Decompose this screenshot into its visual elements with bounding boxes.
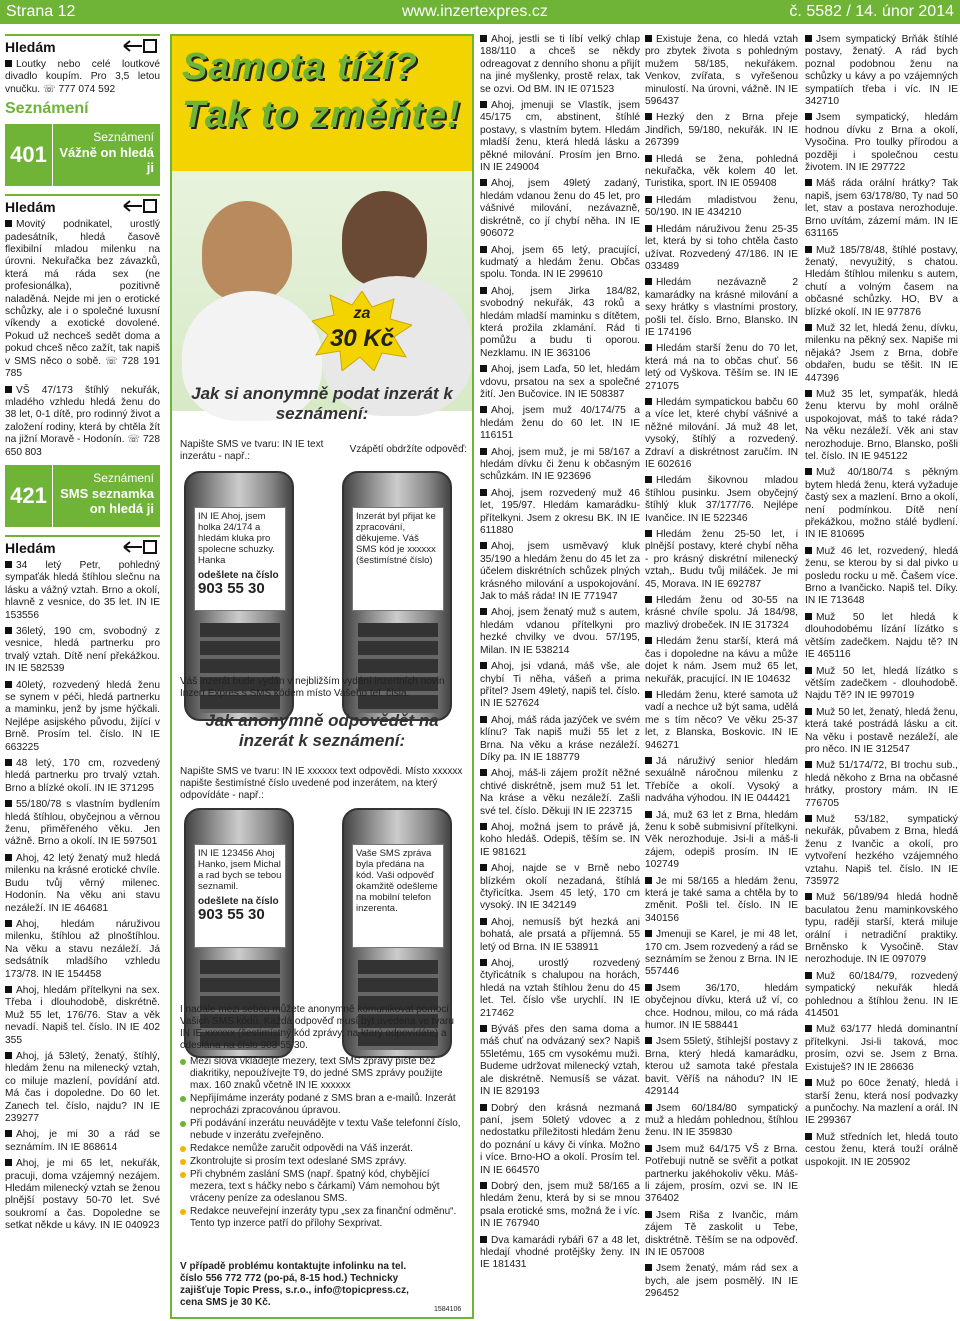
ad-item: Movitý podnikatel, urostlý padesátník, hledá časově flexibilní mladou milenku na úrovni. Nekuřačka bez závazků, která má ráda sex (ne profesionálka), pozitivně naladěná. Nejde mi jen o erotické schůzky, ale i o společné luxusní víkendy a exotické dovolené. Pokud už nechceš sedět doma a pokud chceš něco zažít, tak napiš v SMS něco o sobě. ☏ 728 191 785 <box>5 219 160 380</box>
column-5 <box>805 34 958 1319</box>
ad-item: Ahoj, jsem Jirka 184/82, svobodný nekuřák, 43 roků a hledám mladší maminku s dítětem, která prožila zklamání. Rád ti pomůžu a budu ti oporou. Nezklamu. IN IE 363106 <box>480 285 640 359</box>
ad-item: Ahoj, jsem Laďa, 50 let, hledám vdovu, prsatou na sex a společné žití. Jen Bučovice. IN IE 508387 <box>480 364 640 400</box>
ad-item: Hledám šikovnou mladou štíhlou pusinku. Jsem obyčejný štíhlý kluk 37/177/76. Nejlépe Ivančice. IN IE 522346 <box>645 475 798 524</box>
ad-item: Hledám mladistvou ženu, 50/190. IN IE 434210 <box>645 194 798 219</box>
ad-item: Dobrý den, jsem muž 58/165 a hledám ženu, která by si se mnou psala erotické sms, možná že i víc. IN IE 767940 <box>480 1180 640 1230</box>
man-head <box>342 191 427 286</box>
rule-item: Mezi slova vkládejte mezery, text SMS zprávy pište bez diakritiky, nepoužívejte T9, do jedné SMS zprávy použijte max. 160 znaků včetně IN IE xxxxxx <box>180 1056 464 1092</box>
ad-item: Jsem sympatický, hledám hodnou dívku z Brna a okolí, Vysočina. Pro toulky přírodou a později i společnou cestu životem. IN IE 297722 <box>805 112 958 174</box>
ad-item: Muž po 60ce ženatý, hledá i starší ženu, která nosí podvazky a punčochy. Na mazlení a orál. IN IE 299367 <box>805 1078 958 1127</box>
ad-item: Ahoj, najde se v Brně nebo blízkém okolí nezadaná, štíhlá čtyřicítka. Jsem 45 letý, 170 cm vysoký. IN IE 342149 <box>480 863 640 912</box>
category-title: Vážně on hledá ji <box>59 145 154 176</box>
rule-item: Při chybném zaslání SMS (např. špatný kód, chybějící mezera, text s háčky nebo s čárkami) Vám nemohou být vráceny peníze za odeslanou SMS. <box>180 1169 464 1205</box>
sms-example: IN IE 123456 Ahoj Hanko, jsem Michal a rad bych se tebou seznamil. <box>198 848 282 892</box>
send-to-number: 903 55 30 <box>198 580 265 597</box>
ad-item: Ahoj, máš-li zájem prožít něžné chtivé diskrétně, jsem muž 51 let. Na kráse a věku nezáleží. Zašli své tel. číslo. Děkuji IN IE 223715 <box>480 768 640 817</box>
ad-item: Muž 60/184/79, rozvedený sympatický nekuřák hledá pohlednou a štíhlou ženu. IN IE 414501 <box>805 970 958 1020</box>
ad-item: 34 letý Petr, pohledný sympaťák hledá štíhlou slečnu na lásku a vážný vztah. Brno a okolí, hlavně z vesnice, do 35 let. IN IE 153556 <box>5 559 160 621</box>
ad-item: Hledám ženu, které samota už vadí a nechce už být sama, udělá me s tím něco? Ve věku 25-37 let, z Blanska, Boskovic. IN IE 946271 <box>645 689 798 751</box>
ad-item: 40letý, rozvedený hledá ženu se synem v péči, hledá partnerku a maminku, jenž by jsme hýčkali. Nejlépe asijského původu, žijící v Brně. Prosím tel. číslo. IN IE 663225 <box>5 679 160 753</box>
ad-item: Muž 46 let, rozvedený, hledá ženu, se kterou by si dal pivko u posledu rocku u mě. Čašem více. Brno a Ivančicko. Napiš tel. Díky. IN IE 713648 <box>805 545 958 607</box>
note-2: I nadále mezi sebou můžete anonymně komunikovat pomocí Vašich SMS kódů. Každá odpověď musí být uvedena ve tvaru IN IE xxxxxx (šestimístný kód zprávy, na který odpovídáte) a odeslána na číslo 903 55 30. <box>180 1004 454 1051</box>
ad-item: 36letý, 190 cm, svobodný z vesnice, hledá partnerku pro trvalý vztah. Dítě není překážkou. IN IE 582539 <box>5 625 160 675</box>
ad-item: Muž 53/182, sympatický nekuřák, půvabem z Brna, hledá ženu z Ivančic a okolí, pro vytvoření hezkého vzájemného vztahu. Napiš tel. číslo. IN IE 735972 <box>805 813 958 887</box>
rule-item: Nepřijímáme inzeráty podané z SMS bran a e-mailů. Inzerát neprocházi zpracovánou úpravou. <box>180 1093 464 1117</box>
ad-item: Ahoj, jmenuji se Vlastík, jsem 45/175 cm, abstinent, štíhlé postavy, s vlastním bytem. Hledám mladší ženu, která hledá lásku a pěkné milování. Prosím jen Brno. IN IE 249004 <box>480 100 640 174</box>
ad-item: Je mi 58/165 a hledám ženu, která je také sama a chtěla by to změnit. Pošli tel. číslo. IN IE 340156 <box>645 875 798 924</box>
ad-item: Hledám ženu starší, která má čas i dopoledne na kávu a může dojet k nám. Jsem muž 65 let, nekuřák, pracující. IN IE 104632 <box>645 636 798 685</box>
ad-item: Muž 50 let, ženatý, hledá ženu, která také postrádá lásku a cit. Na věku i postavě nezáleží, ale pro něco. IN IE 312547 <box>805 706 958 755</box>
note-1: Váš inzerát bude vydán v nejbližším vydání inzertních novin Inzert Expres s SMS kódem místo Vašeho tel. čísla. <box>180 676 445 699</box>
ad-item: Hledám ženu 25-50 let, i plnější postavy, které chybí něha - pro krásný diskrétní milenecký vztah,. Budu tvůj miláček. Je mi 45, Morava. IN IE 692787 <box>645 529 798 590</box>
ad-item: Muž 51/174/72, BI trochu sub., hledá někoho z Brna na občasné hrátky, prostory mám. IN IE 776705 <box>805 760 958 809</box>
section-heading: Hledám <box>5 34 160 56</box>
ad-item: Hledám nezávazně 2 kamarádky na krásné milování a sexy hrátky s vlastními prostory, pošli tel. číslo. Brno, Blansko. IN IE 174196 <box>645 277 798 338</box>
ad-item: Jmenuji se Karel, je mi 48 let, 170 cm. Jsem rozvedený a rád se seznámím se ženou z Brna. IN IE 557446 <box>645 929 798 978</box>
ad-item: Ahoj, hledám přítelkyni na sex. Třeba i dlouhodobě, diskrétně. Muž 55 let, 176/76. Stav a věk nevadí. Napiš tel. číslo. IN IE 402 355 <box>5 984 160 1046</box>
category-label: Seznámení <box>93 130 154 145</box>
ad-item: Máš ráda orální hrátky? Tak napiš, jsem 63/178/80, Ty nad 50 let, stav a postava nerozhoduje. Brno uvítám, zázemí mám. IN IE 631165 <box>805 178 958 240</box>
phone-screen <box>352 507 444 611</box>
send-to-label: odešlete na číslo <box>198 570 279 581</box>
phone-screen <box>194 844 286 948</box>
page-number: Strana 12 <box>6 3 76 20</box>
ad-item: Já náruživý senior hledám sexuálně náročnou milenku z Třebíče a okolí. Vysoký a nadváha výhodou. IN IE 044421 <box>645 755 798 805</box>
ad-item: Muž 40/180/74 s pěkným bytem hledá ženu, která vyžaduje častý sex a mazlení. Brno a okolí, není podmínkou. Dítě není překážkou, možno stálé bydlení. IN IE 810695 <box>805 467 958 541</box>
ad-item: Hledá se žena, pohledná nekuřačka, věk kolem 40 let. Turistika, sport. IN IE 059408 <box>645 153 798 190</box>
ad-item: Ahoj, jsi vdaná, máš vše, ale chybí Ti něha, vášeň a prima přítel? Jsem 49letý, napiš tel. číslo. IN IE 527624 <box>480 661 640 710</box>
ad-item: Ahoj, je mi 65 let, nekuřák, pracuji, doma vzájemný nezájem. Hledám milenecký vztah se ženou plnější postavy 50-70 let. Své soukromí a čas. Dopoledne se setkat někde u kávy. IN IE 040923 <box>5 1158 160 1232</box>
ad-item: Muž 50 let hledá k dlouhodobému lízání lízátko s větším zadečkem. Najdu tě? IN IE 465116 <box>805 611 958 661</box>
arrow-box-icon <box>122 198 158 214</box>
send-to-number: 903 55 30 <box>198 906 265 923</box>
ad-item: Ahoj, urostlý rozvedený čtyřicátník s chalupou na horách, hledá na vztah štíhlou ženu do 45 let. Tel. číslo vše urychlí. IN IE 217462 <box>480 958 640 1019</box>
column-4 <box>645 34 798 1319</box>
ad-item: Hledám náruživou ženu 25-35 let, která by si toho chtěla často užívat. Rozvedený 47/186. IN IE 033489 <box>645 223 798 272</box>
section-title: Seznámení <box>5 100 89 118</box>
ad-item: Hledám ženu od 30-55 na krásné chvíle spolu. Já 184/98, mazlivý drobeček. IN IE 317324 <box>645 595 798 631</box>
promo-title-1: Samota tíží? <box>182 46 418 88</box>
ad-item: Ahoj, jsem usměvavý kluk 35/190 a hledám ženu do 45 let za účelem diskrétních schůzek plných krásného milování a uspokojování. Jak to máš ráda! IN IE 771947 <box>480 541 640 603</box>
howto-submit-title: Jak si anonymně podat inzerát k seznámení: <box>191 384 453 423</box>
rule-item: Při podávání inzerátu neuvádějte v textu Vaše telefonní číslo, nebude v inzerátu zveřejněno. <box>180 1118 464 1142</box>
ad-item: Ahoj, jsem muž 40/174/75 a hledám ženu do 60 let. IN IE 116151 <box>480 405 640 442</box>
ad-code: 1584106 <box>434 1306 462 1313</box>
ad-item: Dva kamarádi rybáři 67 a 48 let, hledají vhodné protějšky ženy. IN IE 181431 <box>480 1234 640 1271</box>
send-to-label: odešlete na číslo <box>198 896 279 907</box>
ad-item: Ahoj, jsem 65 letý, pracující, kudmatý a hledám ženu. Občas spolu. Tonda. IN IE 299610 <box>480 244 640 281</box>
ad-item: VŠ 47/173 štíhlý nekuřák, mladého vzhledu hledá ženu do 38 let, 0-1 dítě, pro rodinný život a založení rodiny, která by chtěla žít na jižní Moravě - Hodonín. ☏ 728 650 803 <box>5 384 160 458</box>
rule-item: Zkontrolujte si prosím text odeslané SMS zprávy. <box>180 1156 464 1168</box>
step-2: Vzápětí obdržíte odpověď: <box>349 444 467 455</box>
column-3 <box>480 34 640 1319</box>
ad-item: Ahoj, máš ráda jazýček ve svém klínu? Tak napiš muži 55 let z Brna. Na věku a kráse nezáleží. Díky pa. IN IE 188779 <box>480 714 640 763</box>
ad-item: Hledám starší ženu do 70 let, která má na to občas chuť. 56 letý od Vyškova. Těším se. IN IE 271075 <box>645 343 798 392</box>
price-prefix: za <box>353 305 371 322</box>
ad-item: Jsem sympatický Brňák štíhlé postavy, ženatý. A rád bych poznal podobnou ženu na schůzky u kávy a po vzájemných sympatiích třeba i víc. IN IE 342710 <box>805 34 958 108</box>
woman-head <box>202 201 292 301</box>
ad-item: Ahoj, jestli se ti líbí velký chlap 188/110 a chceš se někdy odreagovat z denního shonu a přijít na jiné myšlenky, prostě relax, tak se ozvi. Od BM. IN IE 071523 <box>480 34 640 95</box>
rule-item: Redakce nemůže zaručit odpovědi na Váš inzerát. <box>180 1143 464 1155</box>
ad-item: Hezký den z Brna přeje Jindřich, 59/180, nekuřák. IN IE 267399 <box>645 112 798 149</box>
phone-screen <box>352 844 444 948</box>
ad-item: Muž 50 let, hledá lízátko s větším zadečkem - dlouhodobě. Najdu Tě? IN IE 997019 <box>805 665 958 702</box>
sms-promo <box>170 34 474 1319</box>
category-box <box>5 124 160 186</box>
ad-item: Ahoj, jsem rozvedený muž 46 let, 195/97. Hledám kamarádku-přítelkyni. Jsem z okresu BK. IN IE 611880 <box>480 487 640 537</box>
step-1: Napište SMS ve tvaru: IN IE text inzerátu - např.: <box>180 439 324 462</box>
ad-item: Muž 35 let, sympaťák, hledá ženu ktervu by mohl orálně uspokojovat, máš to také ráda? Na věku nezáleží. Věk ani stav nerozhoduje. Brno, Blansko, pošli tel. číslo. IN IE 945122 <box>805 388 958 462</box>
category-title: SMS seznamka on hledá ji <box>60 485 154 516</box>
ad-item: 55/180/78 s vlastním bydlením hledá štíhlou, obyčejnou a věrnou ženu, přiměřeného věku. Jen vážně. Brno a okolí. IN IE 597501 <box>5 799 160 848</box>
step-3: Napište SMS ve tvaru: IN IE xxxxxx text odpovědi. Místo xxxxxx napište šestimístné číslo uvedené pod inzerátem, na který odpovídáte - např.: <box>180 766 463 801</box>
rules-list <box>180 1056 464 1231</box>
ad-item: Dobrý den krásná nezmaná paní, jsem 50letý vdovec a z nedostatku příležitosti hledám ženu do poznání u kávy či vínka. Možno i více. Brno-HO a okolí. Prosím tel. IN IE 664570 <box>480 1102 640 1176</box>
howto-reply-title: Jak anonymně odpovědět na inzerát k seznámení: <box>205 711 439 750</box>
ad-item: 48 letý, 170 cm, rozvedený hledá partnerku pro trvalý vztah. Brno a blízké okolí. IN IE 371295 <box>5 758 160 794</box>
ad-item: Muž 185/78/48, štíhlé postavy, ženatý, nevyužitý, s chatou. Hledám štíhlou milenku s autem, chutí a volným časem na občasné schůzky. HO, BV a blízké okolí. IN IE 977876 <box>805 244 958 318</box>
ad-item: Ahoj, je mi 30 a rád se seznámím. IN IE 868614 <box>5 1129 160 1153</box>
column-1 <box>5 34 160 1319</box>
ad-item: Ahoj, jsem muž, je mi 58/167 a hledám dívku či ženu k občasným schůzkám. IN IE 923696 <box>480 446 640 483</box>
ad-item: Jsem ženatý, mám rád sex a bych, ale jsem posmělý. IN IE 296452 <box>645 1263 798 1300</box>
ad-item: Loutky nebo celé loutkové divadlo koupím. Pro 3,5 letou vnučku. ☏ 777 074 592 <box>5 59 160 95</box>
ad-item: Jsem Riša z Ivančic, mám zájem Tě zaskolit u Tebe, disktrétně. Těším se na odpověď. IN IE 057008 <box>645 1209 798 1258</box>
site-url[interactable]: www.inzertexpres.cz <box>402 3 548 20</box>
ad-item: Ahoj, jsem 49letý zadaný, hledám vdanou ženu do 45 let, pro vášnivé milování, nezávazně, diskrétně, co jí chybí něha. IN IE 906072 <box>480 178 640 240</box>
ad-item: Muž 32 let, hledá ženu, dívku, milenku na pěkný sex. Napiše mi nějaká? Jsem z Brna, dobře obdařen, budu se těšit. IN IE 447396 <box>805 322 958 384</box>
ad-item: Jsem 55letý, štíhlejší postavy z Brna, který hledá kamarádku, kterou už samota také přestala bavit. Věříš na náhodu? IN IE 429144 <box>645 1036 798 1098</box>
ad-item: Jsem 36/170, hledám obyčejnou dívku, která už ví, co chce. Hodnou, milou, co má ráda humor. IN IE 588441 <box>645 982 798 1032</box>
category-box <box>5 465 160 527</box>
section-heading: Hledám <box>5 194 160 216</box>
sms-example: IN IE Ahoj, jsem holka 24/174 a hledám kluka pro spolecne schuzky. Hanka <box>198 511 275 566</box>
page-header <box>0 0 960 24</box>
ad-item: Ahoj, možná jsem to právě já, koho hledáš. Odepiš, těším se. IN IE 981621 <box>480 821 640 858</box>
promo-title-2: Tak to změňte! <box>182 94 461 136</box>
arrow-box-icon <box>122 539 158 555</box>
sms-reply: Inzerát byl přijat ke zpracování, děkujeme. Váš SMS kód je xxxxxx (šestimístné číslo) <box>356 511 436 566</box>
category-label: Seznámení <box>93 470 154 485</box>
ad-item: Hledám sympatickou babču 60 a více let, které chybí vášnivé a něžné milování. Já muž 48 let, vysoký, štíhlý a rozvedený. Zdraví a diskrétnost zaručím. IN IE 602616 <box>645 396 798 470</box>
sms-reply: Vaše SMS zpráva byla předána na kód. Vaši odpověď okamžitě odešleme na mobilní telefon inzerenta. <box>356 848 438 914</box>
promo-banner <box>172 36 472 171</box>
ad-item: Existuje žena, co hledá vztah pro zbytek života s pohledným mužem 58/185, nekuřákem. Venkov, zvířata, s vyřešenou minulostí. Na úrovni, vážně. IN IE 596437 <box>645 34 798 108</box>
section-heading: Hledám <box>5 535 160 557</box>
ad-item: Ahoj, hledám náruživou milenku, štíhlou až plnoštíhlou. Na věku a stavu nezáleží. Já sedsátník mladšího vzhledu 173/78. IN IE 154458 <box>5 918 160 980</box>
ad-item: Ahoj, jsem ženatý muž s autem, hledám vdanou přítelkyni pro hezké chvilky ve dvou. 57/195, Milan. IN IE 538214 <box>480 607 640 656</box>
ad-item: Muž 56/189/94 hledá hodně baculatou ženu maminkovského typu, raději starší, která miluje orální i netradiční praktiky. Brněnsko k Vysočině. Stav nerozhoduje. IN IE 097079 <box>805 892 958 966</box>
ad-item: Ahoj, já 53letý, ženatý, štíhlý, hledám ženu na milenecký vztah, co miluje mazlení, povídání atd. Má čas i dopoledne. Do 60 let. Zanech tel. číslo, najdu? IN IE 239277 <box>5 1050 160 1124</box>
ad-item: Ahoj, nemusíš být hezká ani bohatá, ale prsatá a příjemná. 55 letý od Brna. IN IE 538911 <box>480 916 640 953</box>
arrow-box-icon <box>122 38 158 54</box>
ad-item: Býváš přes den sama doma a máš chuť na odvázaný sex? Napiš 55letému, 165 cm vysokému muži. Budeme udržovat milenecký vztah, ale diskrétně. Nemusíš se vázat. IN IE 829193 <box>480 1024 640 1098</box>
category-number: 401 <box>5 124 53 186</box>
infoline-footer: V případě problému kontaktujte infolinku na tel. číslo 556 772 772 (po-pá, 8-15 hod.) Technicky zajišťuje Topic Press, s.r.o., info@topicpress.cz, cena SMS je 30 Kč. <box>180 1261 409 1308</box>
issue-info: č. 5582 / 14. únor 2014 <box>789 3 954 20</box>
ad-item: Já, muž 63 let z Brna, hledám ženu k sobě submisivní přítelkyni. Věk nerozhoduje. Jsi-li a máš-li zájem, odepiš prosím. IN IE 102749 <box>645 809 798 871</box>
ad-item: Muž 63/177 hledá dominantní přítelkyni. Jsi-li taková, moc prosím, ozvi se. Jsem z Brna. Existuješ? IN IE 286636 <box>805 1024 958 1073</box>
ad-item: Ahoj, 42 letý ženatý muž hledá milenku na krásné erotické chvíle. Budu tvůj věrný milenec. Hodonín. Na věku ani stavu nezáleží. IN IE 464681 <box>5 852 160 914</box>
ad-item: Jsem 60/184/80 sympatický muž a hledám pohlednou, štíhlou ženu. IN IE 359830 <box>645 1102 798 1139</box>
price-badge <box>312 291 412 371</box>
category-number: 421 <box>5 465 53 527</box>
phone-screen <box>194 507 286 611</box>
ad-item: Muž středních let, hledá touto cestou ženu, která touží orálně uspokojit. IN IE 205902 <box>805 1131 958 1168</box>
rule-item: Redakce neuveřejní inzeráty typu „sex za finanční odměnu“. Tento typ inzerce patří do přílohy Sexprivat. <box>180 1206 464 1230</box>
price-value: 30 Kč <box>329 325 395 352</box>
ad-item: Jsem muž 64/175 VŠ z Brna. Potřebuji nutně se svěřit a potkat partnerku jakéhokoliv věku. Máš-li zájem, prosím, ozvi se. IN IE 376402 <box>645 1143 798 1205</box>
